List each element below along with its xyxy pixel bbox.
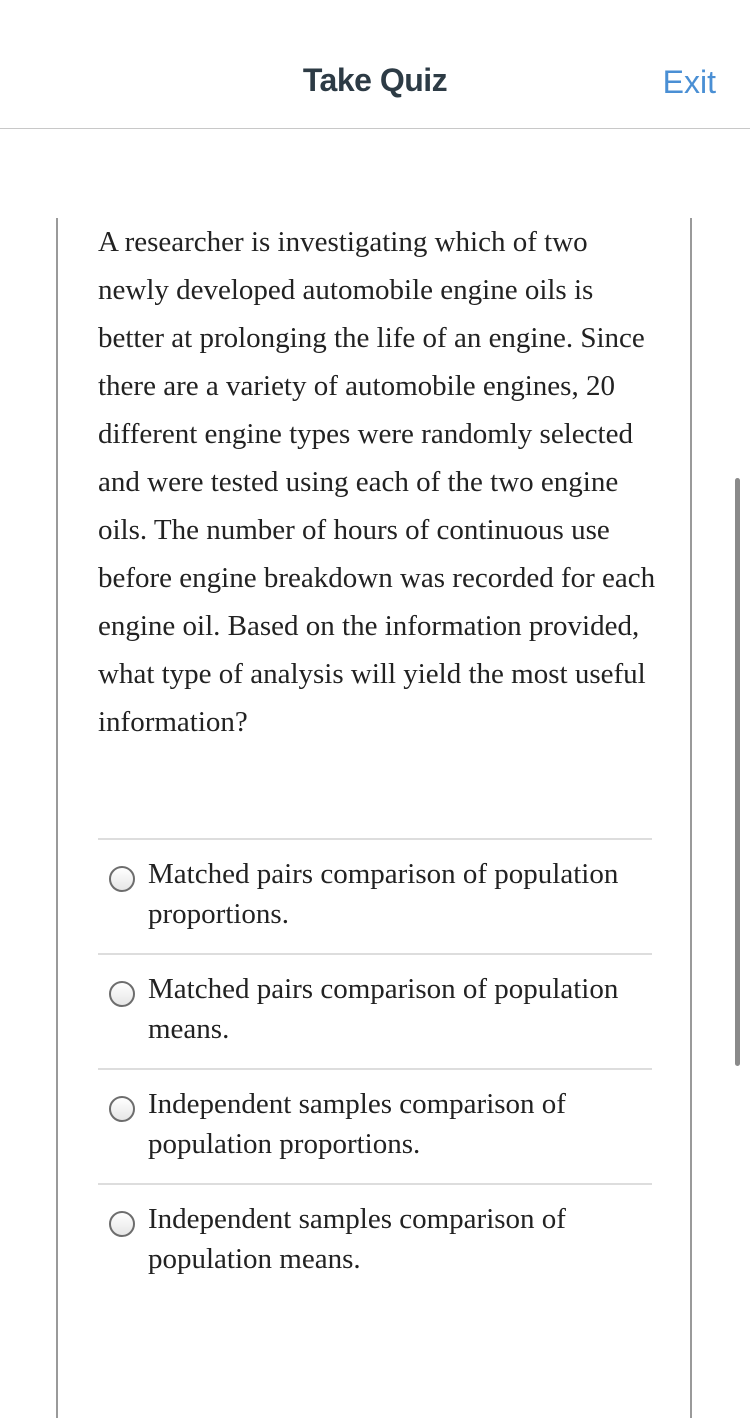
answer-label-4: Independent samples comparison of population means. — [148, 1203, 566, 1275]
answer-option-2[interactable] — [98, 953, 652, 1068]
exit-button[interactable]: Exit — [662, 64, 716, 100]
scrollbar[interactable] — [735, 478, 740, 1066]
answer-option-4[interactable] — [98, 1183, 652, 1298]
radio-button-1[interactable] — [109, 866, 135, 892]
question-text: A researcher is investigating which of two newly developed automobile engine oils is better at prolonging the life of an engine. Since there are a variety of automobile engines, 20 different engine types were randomly selected and were tested using each of the two engine oils. The number of hours of continuous use before engine breakdown was recorded for each engine oil. Based on the information provided, what type of analysis will yield the most useful information? — [98, 226, 656, 738]
answer-label-2: Matched pairs comparison of population means. — [148, 973, 619, 1045]
radio-button-4[interactable] — [109, 1211, 135, 1237]
answer-label-1: Matched pairs comparison of population proportions. — [148, 858, 619, 930]
answer-option-3[interactable] — [98, 1068, 652, 1183]
answer-list — [98, 838, 652, 1298]
header-bar — [0, 0, 750, 129]
radio-button-2[interactable] — [109, 981, 135, 1007]
page-title: Take Quiz — [302, 62, 448, 98]
radio-button-3[interactable] — [109, 1096, 135, 1122]
answer-label-3: Independent samples comparison of population proportions. — [148, 1088, 566, 1160]
answer-option-1[interactable] — [98, 838, 652, 953]
